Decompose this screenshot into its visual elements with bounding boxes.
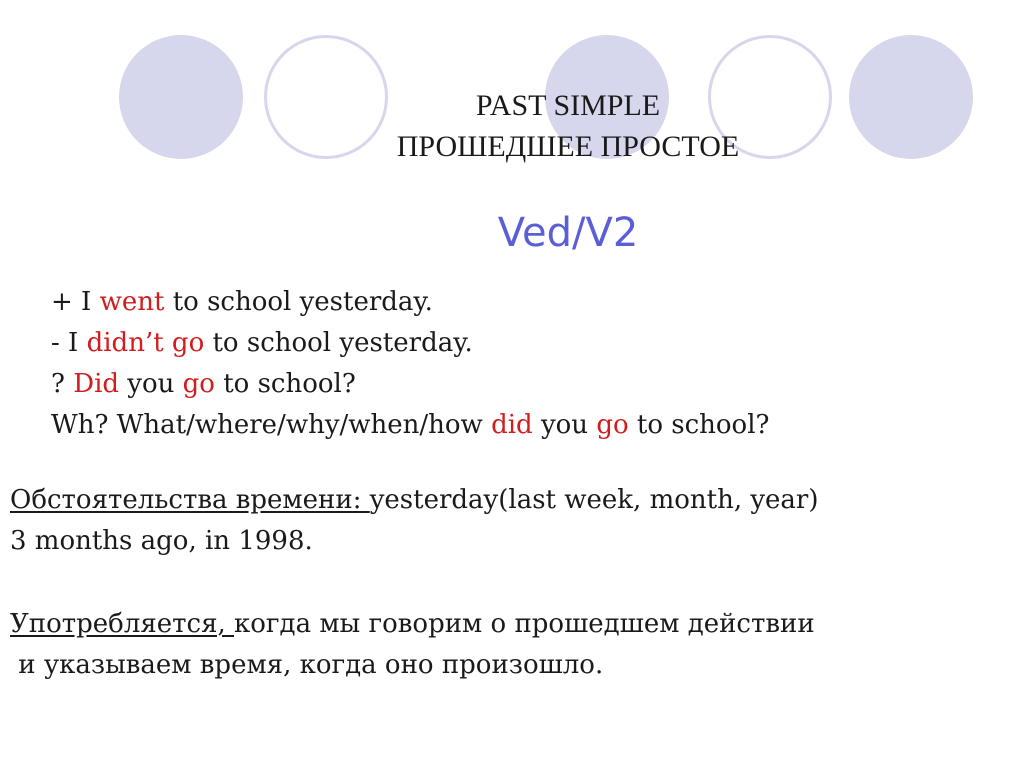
example-sentences [51,282,769,446]
wh-question-verb: go [596,410,629,440]
usage-label: Употребляется, [10,609,235,639]
affirmative-example [51,282,769,323]
decor-circle-filled [119,35,243,159]
wh-question-middle: you [532,410,597,440]
decor-circle-filled [849,35,973,159]
affirmative-rest: to school yesterday. [164,287,433,317]
formula-subtitle: Ved/V2 [497,210,639,256]
negative-rest: to school yesterday. [204,328,473,358]
wh-question-example [51,405,769,446]
question-middle: you [119,369,183,399]
question-rest: to school? [214,369,356,399]
affirmative-prefix: + I [51,287,100,317]
time-markers-line-1 [10,480,819,521]
question-prefix: ? [51,369,74,399]
time-markers-line-2: 3 months ago, in 1998. [10,526,313,556]
question-aux: Did [73,369,120,399]
time-markers-text: yesterday(last week, month, year) [369,485,819,515]
question-verb: go [182,369,215,399]
time-markers [10,480,819,562]
usage-note [10,604,815,686]
slide-title-russian: ПРОШЕДШЕЕ ПРОСТОЕ [396,130,740,163]
usage-line-2: и указываем время, когда оно произошло. [10,650,604,680]
negative-example [51,323,769,364]
question-example [51,364,769,405]
negative-prefix: - I [51,328,87,358]
slide-title: PAST SIMPLE [475,89,661,122]
wh-question-rest: to school? [628,410,770,440]
affirmative-verb: went [99,287,165,317]
negative-verb: didn’t go [86,328,205,358]
usage-text: когда мы говорим о прошедшем действии [234,609,815,639]
time-markers-label: Обстоятельства времени: [10,485,370,515]
usage-line-1 [10,604,815,645]
wh-question-aux: did [491,410,533,440]
wh-question-prefix: Wh? What/where/why/when/how [51,410,492,440]
